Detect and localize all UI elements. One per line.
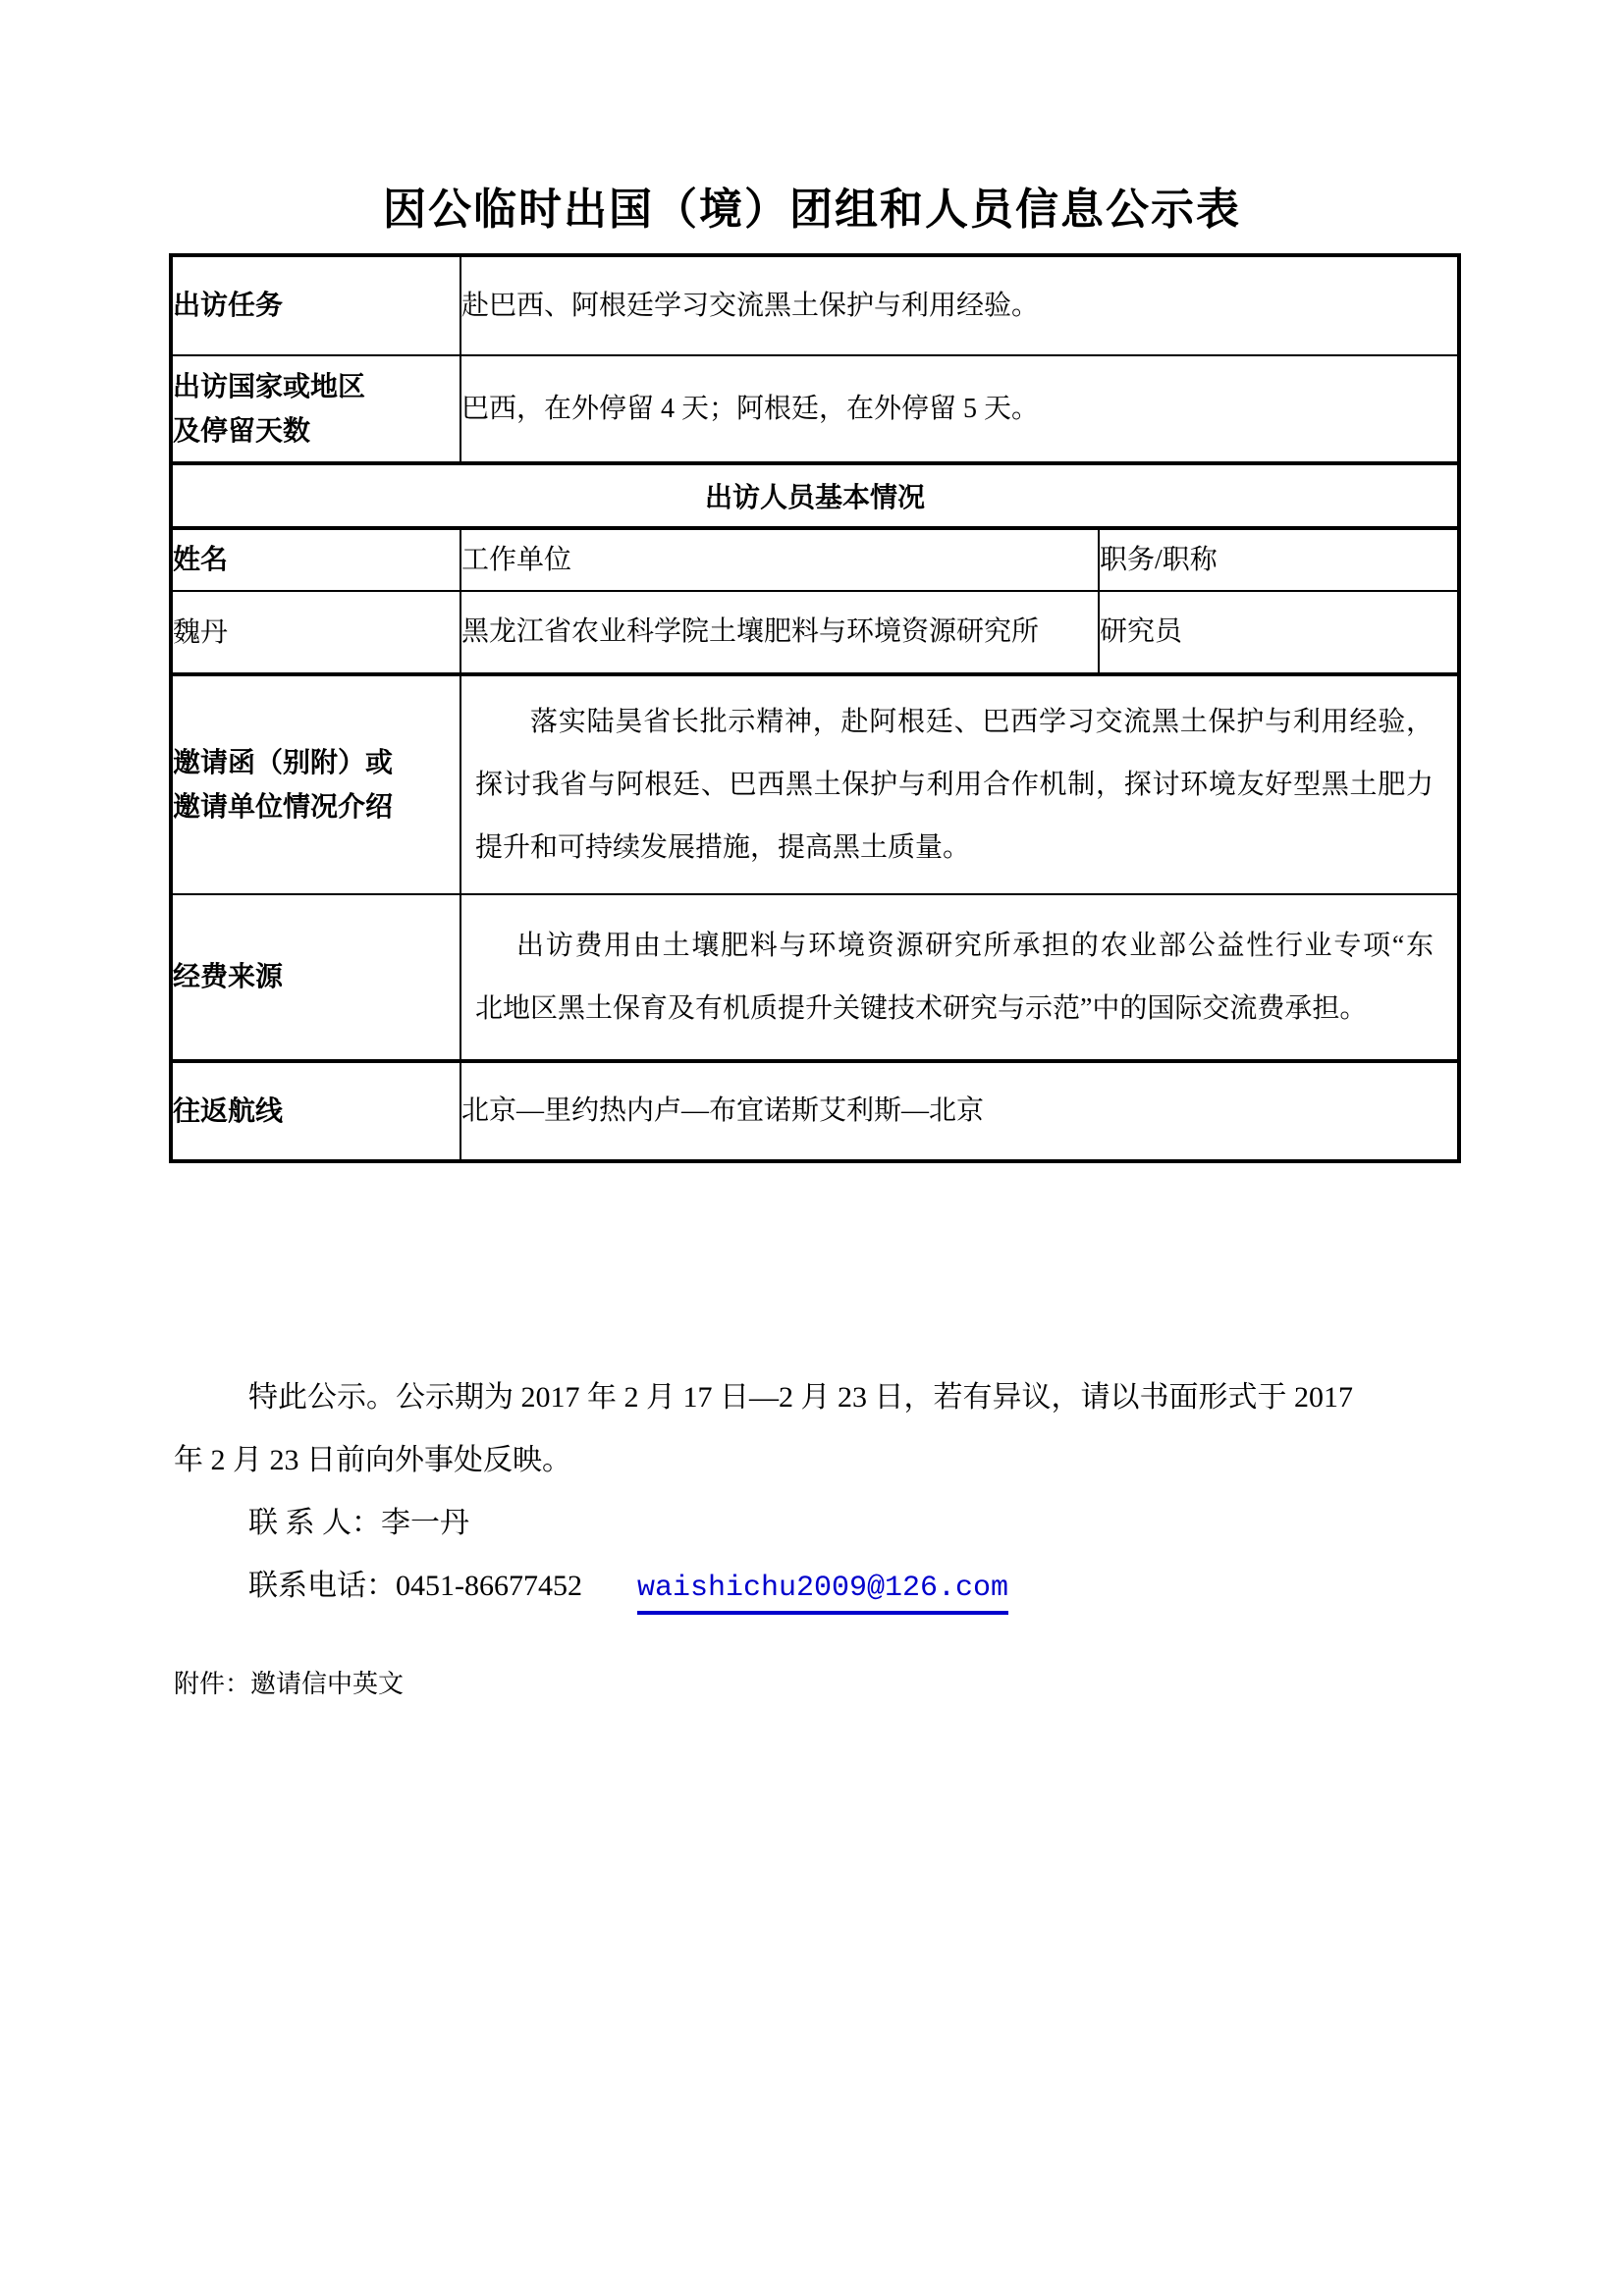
countries-value: 巴西，在外停留 4 天；阿根廷，在外停留 5 天。 <box>460 355 1459 463</box>
invitation-text-line2: 探讨我省与阿根廷、巴西黑土保护与利用合作机制，探讨环境友好型黑土肥力 <box>475 769 1435 800</box>
person-org-cell: 黑龙江省农业科学院土壤肥料与环境资源研究所 <box>460 591 1099 674</box>
funding-text-line1: 出访费用由土壤肥料与环境资源研究所承担的农业部公益性行业专项“东 <box>516 930 1435 961</box>
page-title: 因公临时出国（境）团组和人员信息公示表 <box>383 186 1241 234</box>
funding-value <box>460 894 1459 1061</box>
section-header: 出访人员基本情况 <box>171 463 1459 528</box>
route-value: 北京—里约热内卢—布宜诺斯艾利斯—北京 <box>460 1061 1459 1161</box>
personnel-header-row <box>171 528 1459 591</box>
countries-label-line2: 及停留天数 <box>173 415 311 447</box>
personnel-data-row <box>171 591 1459 674</box>
invitation-label <box>171 674 460 894</box>
route-row <box>171 1061 1459 1161</box>
countries-label <box>171 355 460 463</box>
invitation-text-line1: 落实陆昊省长批示精神，赴阿根廷、巴西学习交流黑土保护与利用经验， <box>530 706 1435 737</box>
attachment-line: 附件：邀请信中英文 <box>174 1670 405 1698</box>
info-table <box>169 253 1461 1163</box>
invitation-row <box>171 674 1459 894</box>
notice-line-2: 年 2 月 23 日前向外事处反映。 <box>174 1444 571 1476</box>
email-link[interactable]: waishichu2009@126.com <box>637 1569 1008 1615</box>
funding-row <box>171 894 1459 1061</box>
visit-task-row <box>171 255 1459 355</box>
title-header-cell: 职务/职称 <box>1099 528 1459 591</box>
visit-task-label: 出访任务 <box>171 255 460 355</box>
visit-task-value: 赴巴西、阿根廷学习交流黑土保护与利用经验。 <box>460 255 1459 355</box>
person-title-cell: 研究员 <box>1099 591 1459 674</box>
funding-text-line2: 北地区黑土保育及有机质提升关键技术研究与示范”中的国际交流费承担。 <box>475 992 1368 1024</box>
invitation-label-line1: 邀请函（别附）或 <box>173 747 394 778</box>
contact-phone-text: 联系电话：0451-86677452 <box>248 1570 582 1602</box>
person-name-cell: 魏丹 <box>171 591 460 674</box>
contact-phone-line <box>248 1567 1008 1615</box>
invitation-label-line2: 邀请单位情况介绍 <box>173 791 394 823</box>
org-header-cell: 工作单位 <box>460 528 1099 591</box>
invitation-value <box>460 674 1459 894</box>
name-header-cell: 姓名 <box>171 528 460 591</box>
route-label: 往返航线 <box>171 1061 460 1161</box>
section-header-row <box>171 463 1459 528</box>
contact-person-line: 联 系 人：李一丹 <box>248 1507 469 1539</box>
countries-label-line1: 出访国家或地区 <box>173 371 366 402</box>
invitation-text-line3: 提升和可持续发展措施，提高黑土质量。 <box>475 831 971 863</box>
notice-line-1: 特此公示。公示期为 2017 年 2 月 17 日—2 月 23 日，若有异议，请以书面形式于 2017 <box>248 1381 1353 1414</box>
funding-label: 经费来源 <box>171 894 460 1061</box>
countries-row <box>171 355 1459 463</box>
